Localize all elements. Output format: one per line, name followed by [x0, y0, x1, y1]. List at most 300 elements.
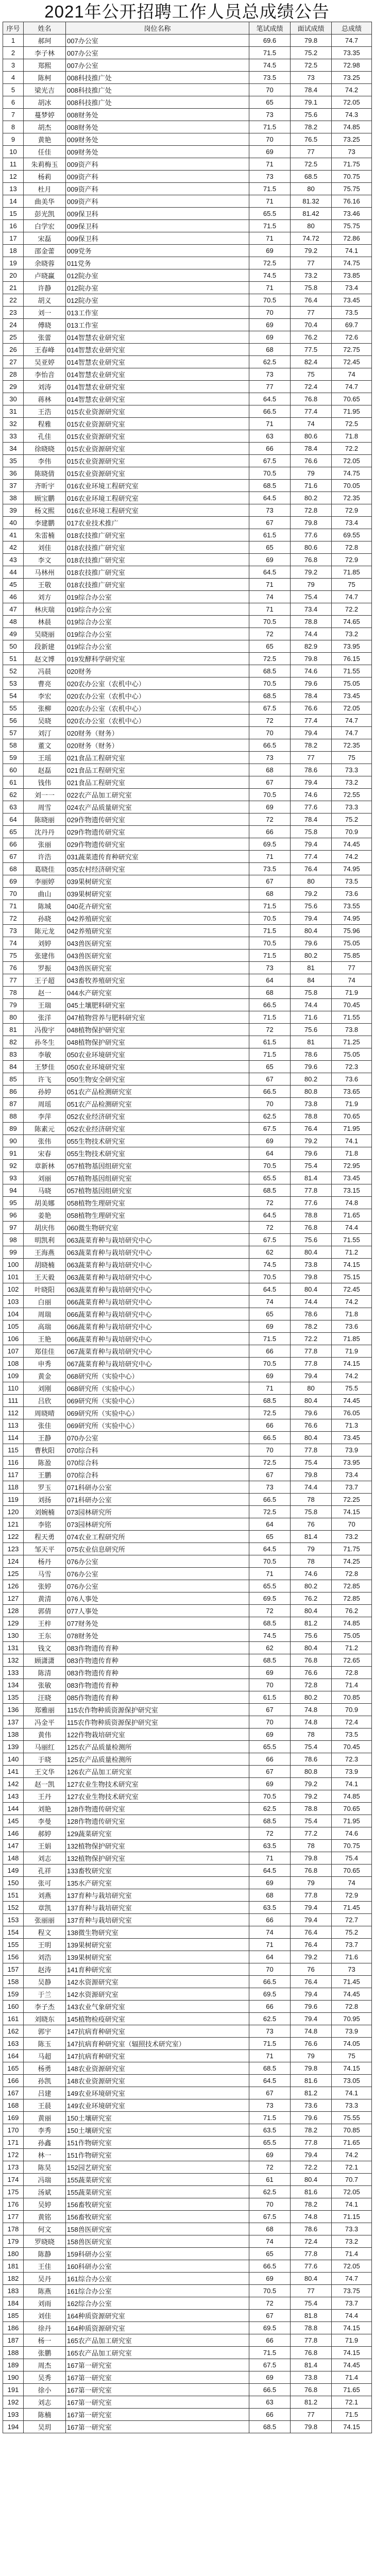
cell-interview-score: 73.2 — [291, 269, 332, 282]
cell-interview-score: 75.6 — [291, 109, 332, 121]
cell-written-score: 64.5 — [249, 2075, 291, 2087]
cell-written-score: 74 — [249, 1296, 291, 1308]
cell-interview-score: 79.4 — [291, 2013, 332, 2025]
cell-written-score: 66.5 — [249, 999, 291, 1011]
cell-interview-score: 77.6 — [291, 2260, 332, 2273]
cell-total-score: 71.55 — [332, 1011, 372, 1024]
cell-total-score: 71.4 — [332, 1679, 372, 1691]
cell-total-score: 74.7 — [332, 2273, 372, 2285]
cell-total-score: 75.5 — [332, 1382, 372, 1395]
cell-total-score: 70.85 — [332, 1691, 372, 1704]
cell-interview-score: 81.6 — [291, 2075, 332, 2087]
cell-interview-score: 79.8 — [291, 517, 332, 529]
table-row — [3, 294, 372, 307]
cell-total-score: 72.35 — [332, 492, 372, 504]
cell-interview-score: 79.6 — [291, 1147, 332, 1160]
cell-no: 41 — [3, 529, 24, 541]
cell-no: 103 — [3, 1296, 24, 1308]
cell-no: 169 — [3, 2112, 24, 2124]
table-row — [3, 838, 372, 851]
cell-no: 30 — [3, 393, 24, 405]
cell-written-score: 66 — [249, 2334, 291, 2347]
cell-position: 015农业资源研究室 — [66, 418, 249, 430]
cell-written-score: 67 — [249, 1469, 291, 1481]
cell-name: 李怡音 — [24, 368, 66, 381]
cell-total-score: 71.95 — [332, 1815, 372, 1827]
cell-position: 009资产科 — [66, 183, 249, 195]
cell-interview-score: 74.8 — [291, 2211, 332, 2223]
cell-name: 蒋林 — [24, 393, 66, 405]
cell-no: 156 — [3, 1951, 24, 1963]
table-row — [3, 2248, 372, 2260]
cell-no: 37 — [3, 480, 24, 492]
cell-interview-score: 76.2 — [291, 331, 332, 344]
cell-position: 148农业资源研究室 — [66, 2075, 249, 2087]
cell-total-score: 73.5 — [332, 875, 372, 888]
cell-position: 040花卉研究室 — [66, 900, 249, 912]
table-row — [3, 677, 372, 690]
cell-no: 31 — [3, 405, 24, 418]
header-position: 岗位名称 — [66, 22, 249, 35]
cell-no: 64 — [3, 814, 24, 826]
cell-total-score: 74.85 — [332, 121, 372, 133]
cell-position: 019综合办公室 — [66, 591, 249, 603]
cell-interview-score: 74.6 — [291, 789, 332, 801]
cell-name: 王佳 — [24, 2260, 66, 2273]
table-row — [3, 59, 372, 72]
cell-interview-score: 71.6 — [291, 1011, 332, 1024]
cell-position: 039果树研究室 — [66, 875, 249, 888]
cell-written-score: 63 — [249, 430, 291, 443]
cell-interview-score: 75.4 — [291, 591, 332, 603]
cell-interview-score: 76.2 — [291, 1592, 332, 1605]
cell-position: 125农产品质量检测所 — [66, 1741, 249, 1753]
cell-name: 曲美华 — [24, 195, 66, 208]
table-row — [3, 208, 372, 220]
cell-position: 018农技推广研究室 — [66, 554, 249, 566]
cell-written-score: 64 — [249, 1951, 291, 1963]
cell-name: 刘汀 — [24, 727, 66, 739]
cell-no: 43 — [3, 554, 24, 566]
cell-no: 98 — [3, 1234, 24, 1246]
cell-interview-score: 74 — [291, 418, 332, 430]
cell-position: 063蔬菜育种与栽培研究中心 — [66, 1283, 249, 1296]
cell-position: 019综合办公室 — [66, 628, 249, 640]
table-row — [3, 1048, 372, 1061]
cell-interview-score: 81.8 — [291, 2310, 332, 2322]
cell-no: 15 — [3, 208, 24, 220]
cell-written-score: 71 — [249, 603, 291, 616]
cell-position: 031蔬菜遗传育种研究室 — [66, 851, 249, 863]
header-interview-score: 面试成绩 — [291, 22, 332, 35]
cell-position: 076办公室 — [66, 1555, 249, 1568]
cell-interview-score: 79.4 — [291, 776, 332, 789]
cell-name: 何文 — [24, 2223, 66, 2235]
cell-interview-score: 73 — [291, 72, 332, 84]
cell-interview-score: 79.6 — [291, 2112, 332, 2124]
cell-name: 赵涛 — [24, 1963, 66, 1976]
cell-position: 019综合办公室 — [66, 640, 249, 653]
cell-total-score: 71.8 — [332, 1147, 372, 1160]
cell-total-score: 75.2 — [332, 1926, 372, 1939]
cell-total-score: 72.2 — [332, 603, 372, 616]
cell-interview-score: 74.4 — [291, 1481, 332, 1494]
table-row — [3, 2334, 372, 2347]
cell-total-score: 70.45 — [332, 999, 372, 1011]
cell-name: 孙婷 — [24, 1086, 66, 1098]
header-written-score: 笔试成绩 — [249, 22, 291, 35]
cell-name: 郑雅丽 — [24, 1704, 66, 1716]
cell-written-score: 66 — [249, 443, 291, 455]
cell-total-score: 72.8 — [332, 541, 372, 554]
cell-name: 徐丹 — [24, 2322, 66, 2334]
cell-total-score: 71.8 — [332, 430, 372, 443]
cell-no: 74 — [3, 937, 24, 950]
cell-written-score: 72 — [249, 1827, 291, 1840]
table-row — [3, 1889, 372, 1902]
cell-name: 叶晓阳 — [24, 1283, 66, 1296]
cell-no: 29 — [3, 381, 24, 393]
cell-total-score: 71.25 — [332, 1036, 372, 1048]
cell-name: 吕建 — [24, 2087, 66, 2099]
cell-interview-score: 79.4 — [291, 1914, 332, 1926]
cell-name: 郭倩 — [24, 1605, 66, 1617]
cell-name: 王鹏 — [24, 1469, 66, 1481]
cell-written-score: 69.5 — [249, 2322, 291, 2334]
cell-interview-score: 79.8 — [291, 1469, 332, 1481]
cell-no: 39 — [3, 504, 24, 517]
cell-total-score: 74.3 — [332, 109, 372, 121]
cell-no: 155 — [3, 1939, 24, 1951]
cell-name: 张丽丽 — [24, 1914, 66, 1926]
cell-written-score: 68.5 — [249, 2062, 291, 2075]
cell-no: 134 — [3, 1679, 24, 1691]
cell-name: 卢晓赢 — [24, 269, 66, 282]
cell-no: 168 — [3, 2099, 24, 2112]
cell-position: 011党务 — [66, 257, 249, 269]
cell-name: 程雅 — [24, 418, 66, 430]
table-row — [3, 344, 372, 356]
cell-interview-score: 76.6 — [291, 455, 332, 467]
cell-no: 192 — [3, 2396, 24, 2409]
table-row — [3, 455, 372, 467]
cell-total-score: 74.2 — [332, 1370, 372, 1382]
cell-name: 刘方 — [24, 591, 66, 603]
cell-written-score: 69 — [249, 331, 291, 344]
table-row — [3, 1432, 372, 1444]
cell-written-score: 71 — [249, 1568, 291, 1580]
cell-position: 007办公室 — [66, 35, 249, 47]
cell-no: 184 — [3, 2297, 24, 2310]
cell-name: 白丽 — [24, 1296, 66, 1308]
cell-interview-score: 78.2 — [291, 1320, 332, 1333]
cell-position: 165农产品加工研究室 — [66, 2347, 249, 2359]
cell-interview-score: 77.8 — [291, 1444, 332, 1456]
table-row — [3, 2174, 372, 2186]
cell-name: 陈楠 — [24, 2409, 66, 2421]
cell-no: 137 — [3, 1716, 24, 1728]
table-row — [3, 418, 372, 430]
cell-name: 马超 — [24, 2050, 66, 2062]
cell-position: 014智慧农业研究室 — [66, 381, 249, 393]
cell-position: 167第一研究室 — [66, 2371, 249, 2384]
cell-interview-score: 79.4 — [291, 1988, 332, 2001]
cell-position: 014智慧农业研究室 — [66, 368, 249, 381]
cell-name: 罗晓晓 — [24, 2235, 66, 2248]
cell-position: 012院办室 — [66, 269, 249, 282]
table-row — [3, 690, 372, 702]
table-row — [3, 665, 372, 677]
cell-position: 063蔬菜育种与栽培研究中心 — [66, 1234, 249, 1246]
cell-interview-score: 80.4 — [291, 1642, 332, 1654]
table-row — [3, 195, 372, 208]
table-row — [3, 2359, 372, 2371]
cell-name: 王瑞 — [24, 999, 66, 1011]
cell-position: 159科研办公室 — [66, 2248, 249, 2260]
cell-position: 139果树研究室 — [66, 1951, 249, 1963]
cell-total-score: 73.35 — [332, 47, 372, 59]
cell-name: 梁光吉 — [24, 84, 66, 96]
cell-no: 143 — [3, 1790, 24, 1803]
cell-no: 94 — [3, 1184, 24, 1197]
cell-no: 163 — [3, 2038, 24, 2050]
cell-no: 80 — [3, 1011, 24, 1024]
cell-no: 56 — [3, 715, 24, 727]
table-row — [3, 393, 372, 405]
cell-total-score: 70.65 — [332, 393, 372, 405]
cell-no: 11 — [3, 158, 24, 171]
table-row — [3, 1790, 372, 1803]
cell-position: 063蔬菜育种与栽培研究中心 — [66, 1271, 249, 1283]
table-row — [3, 1061, 372, 1073]
cell-total-score: 75.05 — [332, 937, 372, 950]
cell-written-score: 66.5 — [249, 1494, 291, 1506]
table-row — [3, 1728, 372, 1741]
table-row — [3, 443, 372, 455]
cell-interview-score: 80.2 — [291, 492, 332, 504]
cell-position: 015农业资源研究室 — [66, 455, 249, 467]
table-row — [3, 1147, 372, 1160]
table-row — [3, 1456, 372, 1469]
table-row — [3, 2322, 372, 2334]
cell-interview-score: 78.8 — [291, 1209, 332, 1222]
table-row — [3, 1654, 372, 1667]
cell-position: 126农产品加工研究室 — [66, 1766, 249, 1778]
cell-no: 52 — [3, 665, 24, 677]
cell-total-score: 72.25 — [332, 1494, 372, 1506]
cell-total-score: 75.05 — [332, 1630, 372, 1642]
cell-no: 65 — [3, 826, 24, 838]
cell-position: 167第一研究室 — [66, 2359, 249, 2371]
cell-interview-score: 80.4 — [291, 1246, 332, 1259]
cell-total-score: 72.8 — [332, 2001, 372, 2013]
header-total-score: 总成绩 — [332, 22, 372, 35]
cell-name: 吕欣 — [24, 1395, 66, 1407]
cell-name: 刘一 — [24, 307, 66, 319]
cell-interview-score: 75.8 — [291, 987, 332, 999]
cell-name: 刘燕 — [24, 1889, 66, 1902]
cell-interview-score: 79.2 — [291, 1778, 332, 1790]
table-row — [3, 1716, 372, 1728]
cell-name: 曹秋阳 — [24, 1444, 66, 1456]
table-row — [3, 925, 372, 937]
cell-written-score: 67.5 — [249, 2359, 291, 2371]
cell-no: 101 — [3, 1271, 24, 1283]
cell-name: 孔佳 — [24, 430, 66, 443]
cell-position: 021食品工程研究室 — [66, 752, 249, 764]
cell-no: 187 — [3, 2334, 24, 2347]
cell-name: 林庆瑞 — [24, 603, 66, 616]
cell-position: 019综合办公室 — [66, 603, 249, 616]
cell-no: 182 — [3, 2273, 24, 2285]
cell-name: 马丽红 — [24, 1741, 66, 1753]
table-row — [3, 727, 372, 739]
cell-total-score: 75.55 — [332, 2112, 372, 2124]
cell-interview-score: 72.2 — [291, 2161, 332, 2174]
table-row — [3, 1914, 372, 1926]
cell-name: 马雪 — [24, 1568, 66, 1580]
cell-position: 160科研办公室 — [66, 2260, 249, 2273]
cell-total-score: 70.65 — [332, 1803, 372, 1815]
table-row — [3, 232, 372, 245]
cell-no: 81 — [3, 1024, 24, 1036]
cell-interview-score: 80.6 — [291, 541, 332, 554]
cell-total-score: 72.05 — [332, 2186, 372, 2198]
cell-position: 044水产研究室 — [66, 987, 249, 999]
cell-written-score: 70 — [249, 2198, 291, 2211]
cell-name: 宋磊 — [24, 232, 66, 245]
table-row — [3, 1382, 372, 1395]
table-row — [3, 2310, 372, 2322]
cell-name: 傅晓 — [24, 319, 66, 331]
cell-name: 葛晓佳 — [24, 863, 66, 875]
cell-name: 李子林 — [24, 47, 66, 59]
cell-name: 张伟 — [24, 1135, 66, 1147]
cell-written-score: 72 — [249, 1222, 291, 1234]
table-row — [3, 47, 372, 59]
cell-no: 104 — [3, 1308, 24, 1320]
cell-total-score: 75.85 — [332, 950, 372, 962]
table-row — [3, 2025, 372, 2038]
table-row — [3, 1123, 372, 1135]
cell-total-score: 74.65 — [332, 616, 372, 628]
cell-written-score: 64.5 — [249, 1865, 291, 1877]
cell-written-score: 71.5 — [249, 47, 291, 59]
cell-total-score: 71.85 — [332, 566, 372, 579]
table-row — [3, 1568, 372, 1580]
cell-name: 许静 — [24, 282, 66, 294]
cell-no: 113 — [3, 1419, 24, 1432]
cell-written-score: 62.5 — [249, 1803, 291, 1815]
table-row — [3, 1939, 372, 1951]
cell-position: 050农业环境研究室 — [66, 1048, 249, 1061]
cell-name: 任佳 — [24, 146, 66, 158]
cell-name: 章新林 — [24, 1160, 66, 1172]
cell-interview-score: 77.5 — [291, 344, 332, 356]
cell-written-score: 70 — [249, 133, 291, 146]
cell-total-score: 73.6 — [332, 1320, 372, 1333]
cell-no: 99 — [3, 1246, 24, 1259]
cell-no: 166 — [3, 2075, 24, 2087]
cell-written-score: 67 — [249, 1704, 291, 1716]
cell-name: 杜月 — [24, 183, 66, 195]
table-row — [3, 2062, 372, 2075]
cell-no: 120 — [3, 1506, 24, 1518]
cell-interview-score: 79.4 — [291, 912, 332, 925]
cell-total-score: 73.4 — [332, 1469, 372, 1481]
cell-written-score: 63 — [249, 2396, 291, 2409]
cell-total-score: 71.75 — [332, 1543, 372, 1555]
cell-interview-score: 78 — [291, 1840, 332, 1852]
cell-no: 91 — [3, 1147, 24, 1160]
cell-interview-score: 80.2 — [291, 1580, 332, 1592]
cell-position: 016农业环境工程研究室 — [66, 504, 249, 517]
cell-no: 83 — [3, 1048, 24, 1061]
cell-written-score: 68 — [249, 764, 291, 776]
cell-interview-score: 80.8 — [291, 1086, 332, 1098]
table-row — [3, 776, 372, 789]
cell-no: 48 — [3, 616, 24, 628]
cell-no: 90 — [3, 1135, 24, 1147]
cell-name: 彭光凯 — [24, 208, 66, 220]
cell-no: 27 — [3, 356, 24, 368]
cell-total-score: 74.1 — [332, 1778, 372, 1790]
table-row — [3, 480, 372, 492]
cell-total-score: 72.45 — [332, 356, 372, 368]
cell-no: 33 — [3, 430, 24, 443]
cell-no: 7 — [3, 109, 24, 121]
cell-no: 67 — [3, 851, 24, 863]
cell-position: 076人事处 — [66, 1592, 249, 1605]
table-row — [3, 121, 372, 133]
cell-written-score: 74 — [249, 2235, 291, 2248]
cell-position: 076办公室 — [66, 1568, 249, 1580]
cell-written-score: 67 — [249, 875, 291, 888]
cell-position: 042养殖研究室 — [66, 925, 249, 937]
cell-no: 136 — [3, 1704, 24, 1716]
table-row — [3, 430, 372, 443]
table-row — [3, 2087, 372, 2099]
cell-name: 马林州 — [24, 566, 66, 579]
cell-interview-score: 79.6 — [291, 1407, 332, 1419]
cell-interview-score: 76.4 — [291, 294, 332, 307]
cell-written-score: 72 — [249, 715, 291, 727]
cell-total-score: 73.9 — [332, 1444, 372, 1456]
cell-position: 039果树研究室 — [66, 888, 249, 900]
cell-written-score: 69 — [249, 1728, 291, 1741]
cell-total-score: 71.95 — [332, 1123, 372, 1135]
cell-written-score: 67 — [249, 776, 291, 789]
cell-written-score: 71 — [249, 418, 291, 430]
cell-total-score: 72.9 — [332, 554, 372, 566]
table-row — [3, 1011, 372, 1024]
cell-name: 孔祥 — [24, 1865, 66, 1877]
cell-interview-score: 81.2 — [291, 2087, 332, 2099]
cell-interview-score: 80 — [291, 1382, 332, 1395]
cell-name: 郑熙 — [24, 59, 66, 72]
cell-name: 黄清 — [24, 1592, 66, 1605]
cell-total-score: 72.05 — [332, 96, 372, 109]
cell-no: 62 — [3, 789, 24, 801]
cell-name: 沈丹丹 — [24, 826, 66, 838]
table-row — [3, 566, 372, 579]
cell-interview-score: 74.4 — [291, 628, 332, 640]
cell-total-score: 72.75 — [332, 344, 372, 356]
cell-written-score: 64.5 — [249, 1209, 291, 1222]
cell-name: 张柳 — [24, 702, 66, 715]
cell-position: 060微生物研究室 — [66, 1222, 249, 1234]
cell-total-score: 70.9 — [332, 826, 372, 838]
